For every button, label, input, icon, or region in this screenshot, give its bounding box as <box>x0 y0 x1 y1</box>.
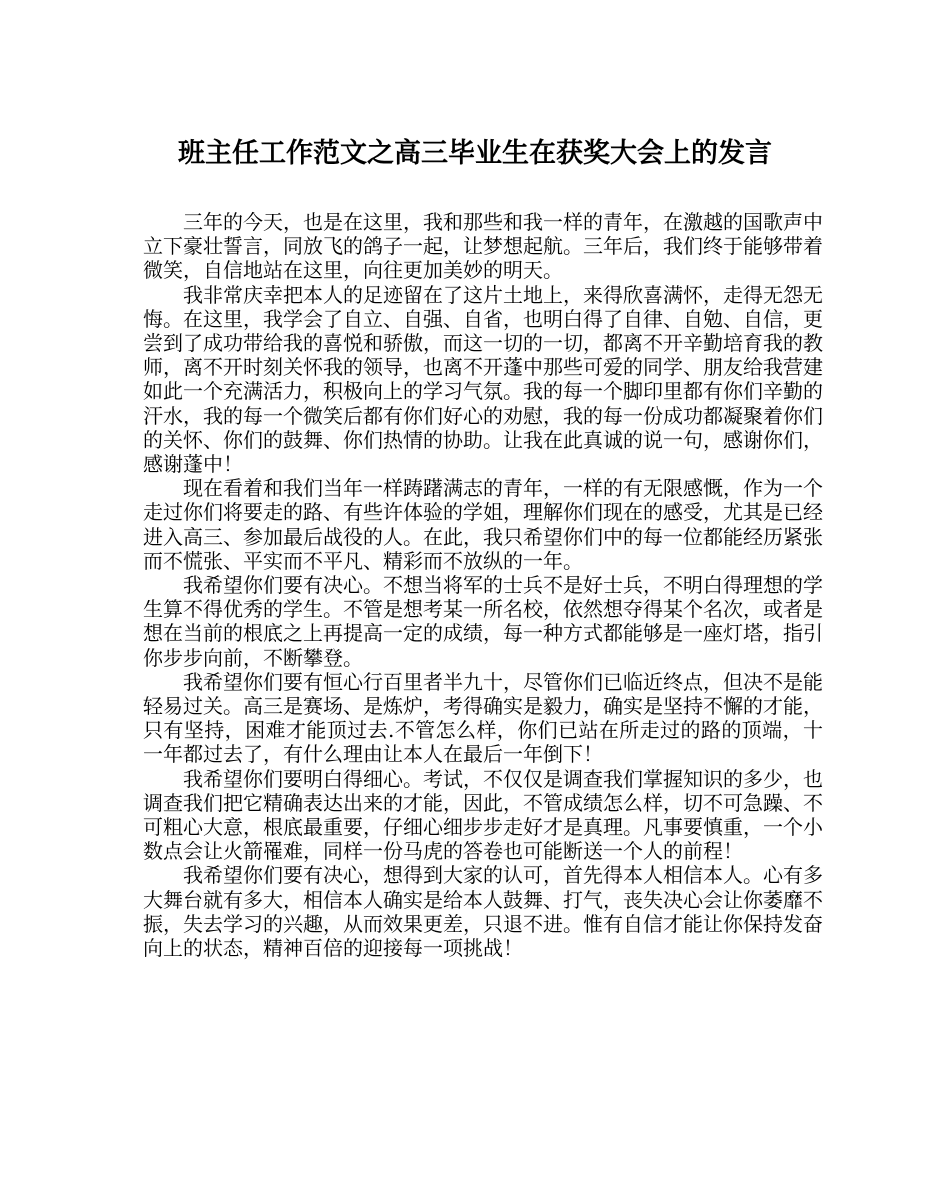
document-body <box>143 210 823 960</box>
paragraph-5: 我希望你们要有恒心行百里者半九十，尽管你们已临近终点，但决不是能轻易过关。高三是赛场、是炼炉，考得确实是毅力，确实是坚持不懈的才能，只有坚持，困难才能顶过去.不管怎么样，你们已站在所走过的路的顶端，十一年都过去了，有什么理由让本人在最后一年倒下！ <box>143 669 823 767</box>
paragraph-1: 三年的今天，也是在这里，我和那些和我一样的青年，在激越的国歌声中立下豪壮誓言，同放飞的鸽子一起，让梦想起航。三年后，我们终于能够带着微笑，自信地站在这里，向往更加美妙的明天。 <box>143 210 823 283</box>
paragraph-6: 我希望你们要明白得细心。考试，不仅仅是调查我们掌握知识的多少，也调查我们把它精确表达出来的才能，因此，不管成绩怎么样，切不可急躁、不可粗心大意，根底最重要，仔细心细步步走好才是真理。凡事要慎重，一个小数点会让火箭罹难，同样一份马虎的答卷也可能断送一个人的前程！ <box>143 766 823 864</box>
document-title: 班主任工作范文之高三毕业生在获奖大会上的发言 <box>178 138 772 169</box>
paragraph-4: 我希望你们要有决心。不想当将军的士兵不是好士兵，不明白得理想的学生算不得优秀的学生。不管是想考某一所名校，依然想夺得某个名次，或者是想在当前的根底之上再提高一定的成绩，每一种方式都能够是一座灯塔，指引你步步向前，不断攀登。 <box>143 573 823 670</box>
paragraph-2: 我非常庆幸把本人的足迹留在了这片土地上，来得欣喜满怀，走得无怨无悔。在这里，我学会了自立、自强、自省，也明白得了自律、自勉、自信，更尝到了成功带给我的喜悦和骄傲，而这一切的一切，都离不开辛勤培育我的教师，离不开时刻关怀我的领导，也离不开蓬中那些可爱的同学、朋友给我营建如此一个充满活力，积极向上的学习气氛。我的每一个脚印里都有你们辛勤的汗水，我的每一个微笑后都有你们好心的劝慰，我的每一份成功都凝聚着你们的关怀、你们的鼓舞、你们热情的协助。让我在此真诚的说一句，感谢你们，感谢蓬中！ <box>143 282 823 477</box>
paragraph-7: 我希望你们要有决心，想得到大家的认可，首先得本人相信本人。心有多大舞台就有多大，相信本人确实是给本人鼓舞、打气，丧失决心会让你萎靡不振，失去学习的兴趣，从而效果更差，只退不进。惟有自信才能让你保持发奋向上的状态，精神百倍的迎接每一项挑战！ <box>143 863 823 961</box>
paragraph-3: 现在看着和我们当年一样踌躇满志的青年，一样的有无限感慨，作为一个走过你们将要走的路、有些许体验的学姐，理解你们现在的感受，尤其是已经进入高三、参加最后战役的人。在此，我只希望你们中的每一位都能经历紧张而不慌张、平实而不平凡、精彩而不放纵的一年。 <box>143 476 823 573</box>
